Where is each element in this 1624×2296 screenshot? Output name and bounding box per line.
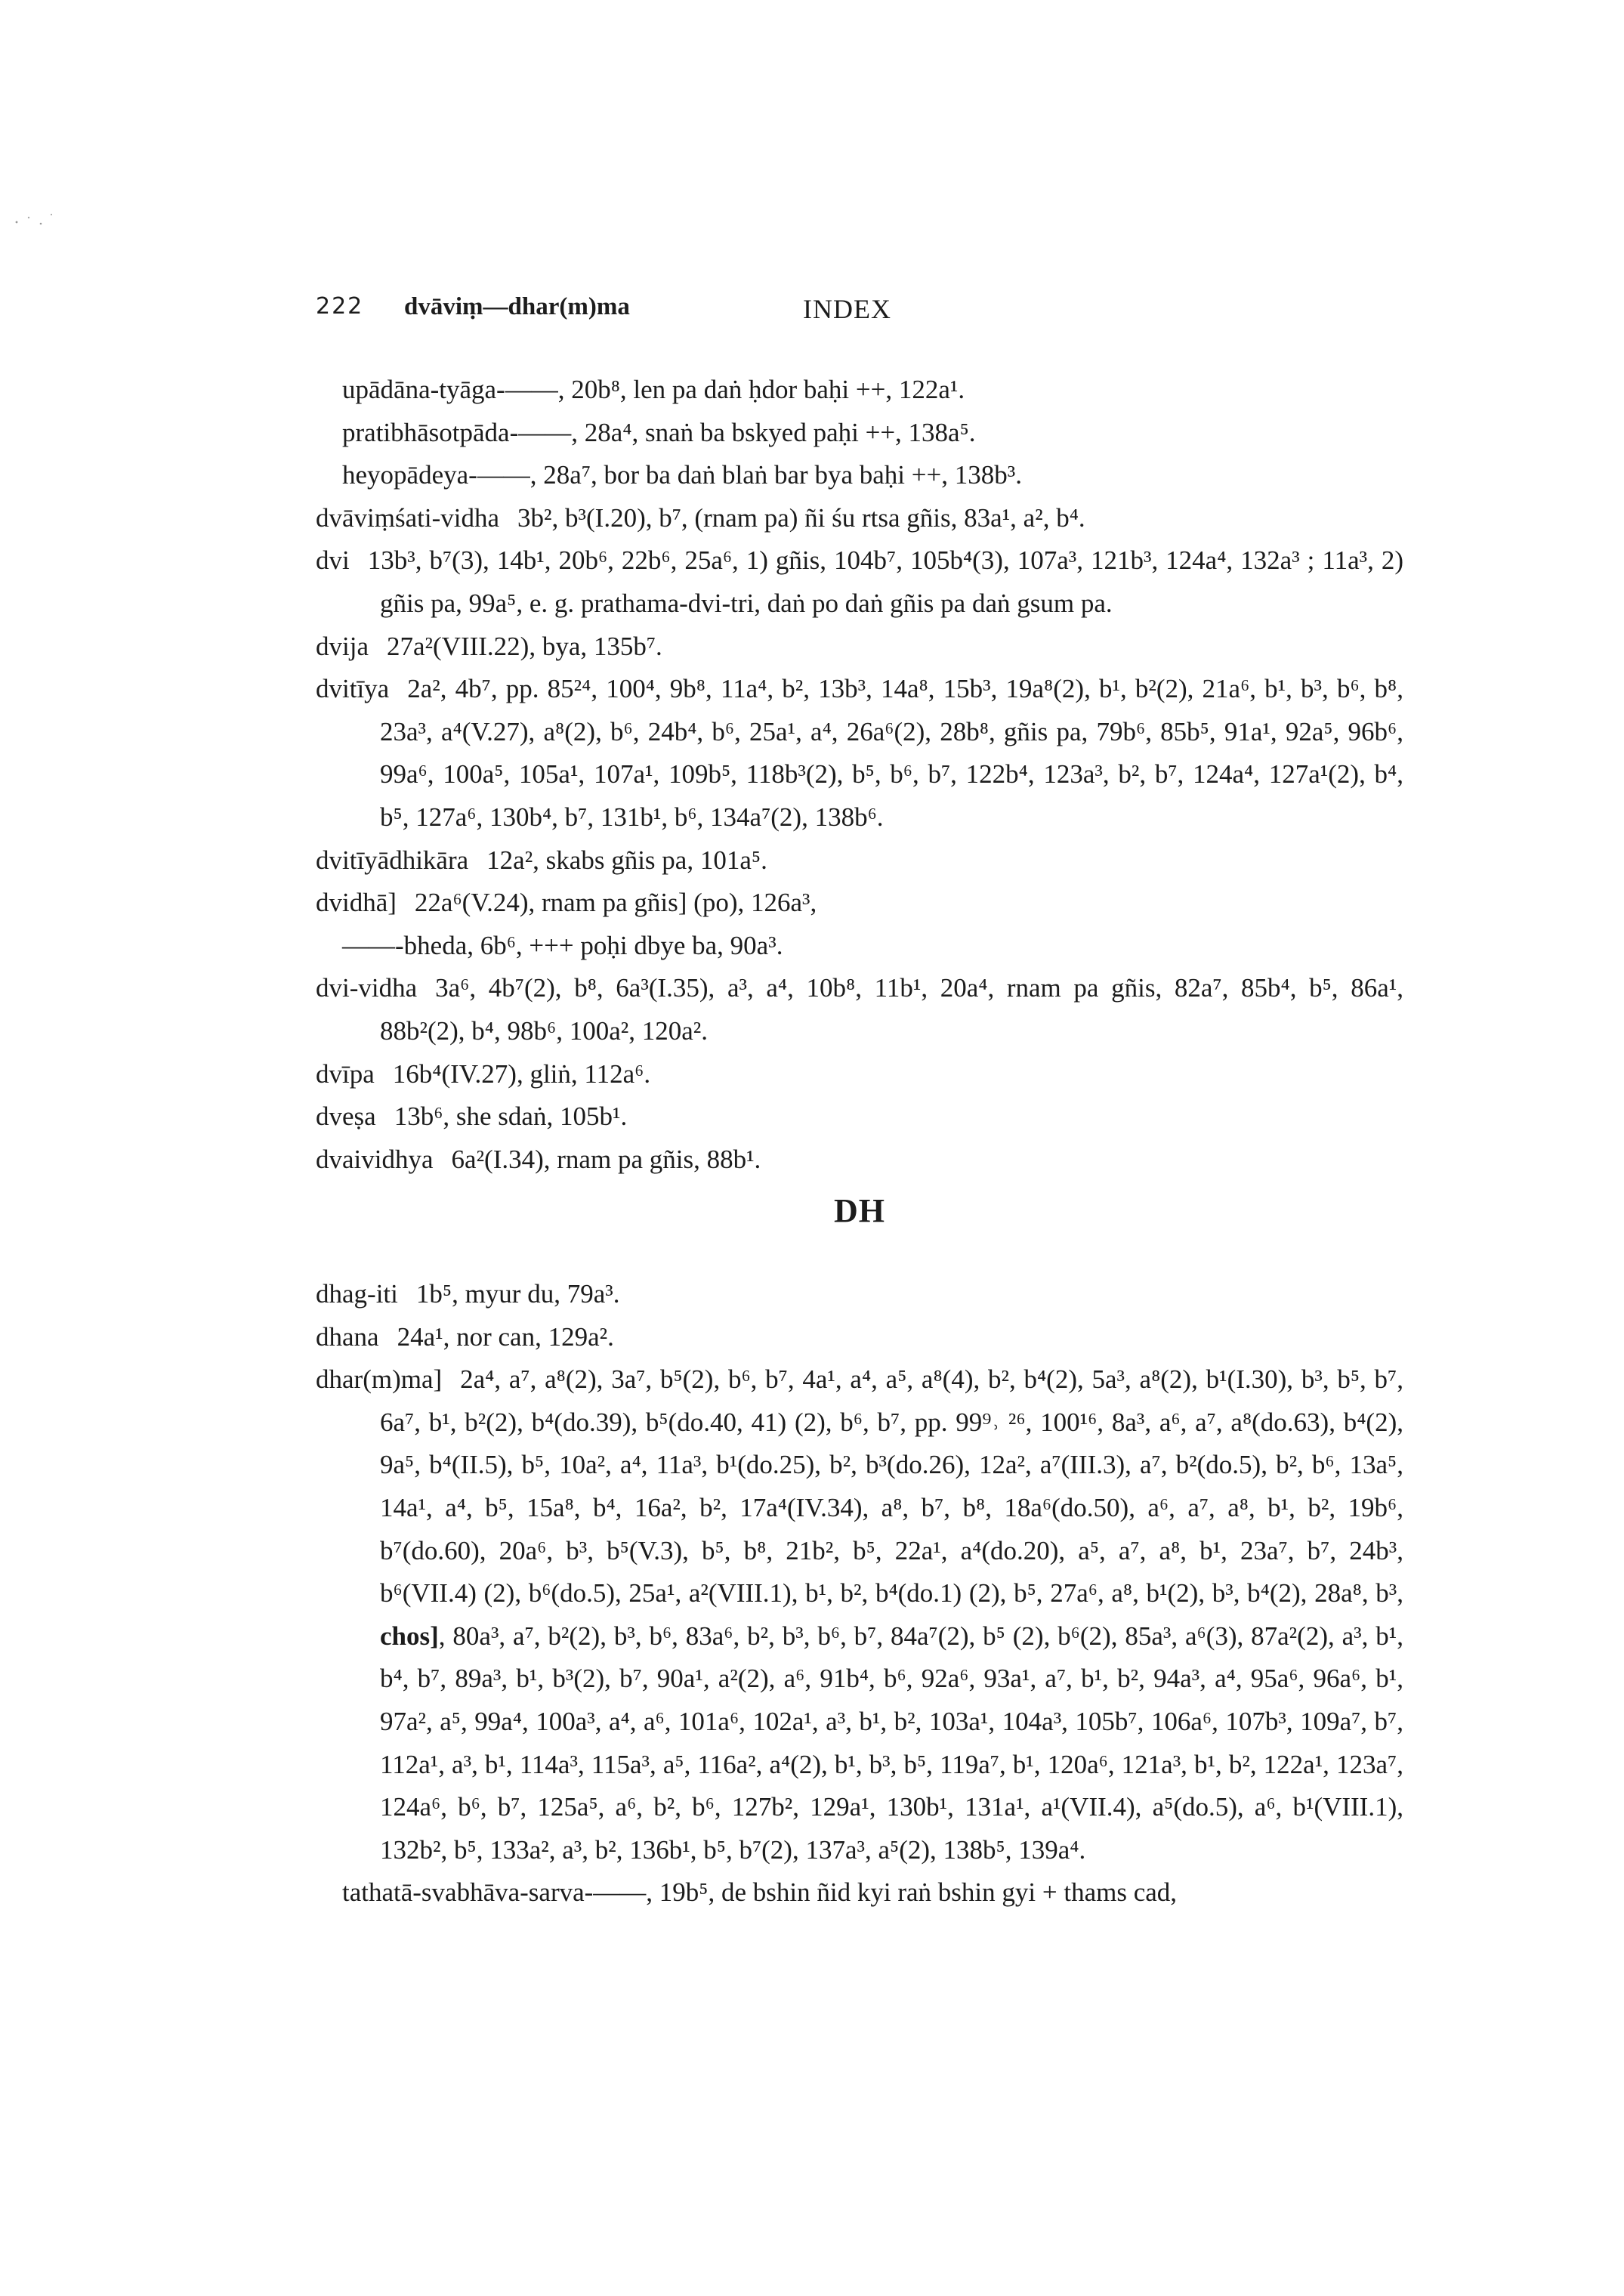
entry-references: 6a²(I.34), rnam pa gñis, 88b¹. bbox=[451, 1144, 761, 1174]
scan-speck bbox=[14, 212, 55, 230]
index-entry bbox=[316, 626, 1403, 669]
entry-headword: dvitīya bbox=[316, 674, 390, 704]
entry-references: 3b², b³(I.20), b⁷, (rnam pa) ñi śu rtsa gñis, 83a¹, a², b⁴. bbox=[517, 502, 1085, 533]
entry-tibetan-bold: chos] bbox=[380, 1621, 439, 1651]
entry-references: 16b⁴(IV.27), gliṅ, 112a⁶. bbox=[392, 1058, 651, 1089]
entry-references: 2a², 4b⁷, pp. 85²⁴, 100⁴, 9b⁸, 11a⁴, b², 13b³, 14a⁸, 15b³, 19a⁸(2), b¹, b²(2), 21a⁶, b¹, b³, b⁶, b⁸, 23a³, a⁴(V.27), a⁸(2), b⁶, 24b⁴, b⁶, 25a¹, a⁴, 26a⁶(2), 28b⁸, gñis pa, 79b⁶, 85b⁵, 91a¹, 92a⁵, 96b⁶, 99a⁶, 100a⁵, 105a¹, 107a¹, 109b⁵, 118b³(2), b⁵, b⁶, b⁷, 122b⁴, 123a³, b², b⁷, 124a⁴, 127a¹(2), b⁴, b⁵, 127a⁶, 130b⁴, b⁷, 131b¹, b⁶, 134a⁷(2), 138b⁶. bbox=[380, 674, 1403, 832]
entry-headword: dhag-iti bbox=[316, 1279, 398, 1309]
entry-headword: dvi bbox=[316, 545, 350, 576]
entry-headword: dhar(m)ma] bbox=[316, 1364, 443, 1395]
entry-references: 1b⁵, myur du, 79a³. bbox=[415, 1279, 620, 1309]
entry-headword: dveṣa bbox=[316, 1102, 376, 1132]
page-number: 222 bbox=[316, 293, 364, 320]
index-subentry bbox=[316, 1871, 1403, 1914]
index-entry bbox=[316, 1139, 1403, 1182]
index-entry bbox=[316, 497, 1403, 540]
entry-headword: dvīpa bbox=[316, 1058, 375, 1089]
index-entry bbox=[316, 1053, 1403, 1096]
index-entry bbox=[316, 1358, 1403, 1871]
entry-references-cont: , 80a³, a⁷, b²(2), b³, b⁶, 83a⁶, b², b³, b⁶, b⁷, 84a⁷(2), b⁵ (2), b⁶(2), 85a³, a⁶(3), 87a²(2), a³, b¹, b⁴, b⁷, 89a³, b¹, b³(2), b⁷, 90a¹, a²(2), a⁶, 91b⁴, b⁶, 92a⁶, 93a¹, a⁷, b¹, b², 94a³, a⁴, 95a⁶, 96a⁶, b¹, 97a², a⁵, 99a⁴, 100a³, a⁴, a⁶, 101a⁶, 102a¹, a³, b¹, b², 103a¹, 104a³, 105b⁷, 106a⁶, 107b³, 109a⁷, b⁷, 112a¹, a³, b¹, 114a³, 115a³, a⁵, 116a², a⁴(2), b¹, b³, b⁵, 119a⁷, b¹, 120a⁶, 121a³, b¹, b², 122a¹, 123a⁷, 124a⁶, b⁶, b⁷, 125a⁵, a⁶, b², b⁶, 127b², 129a¹, 130b¹, 131a¹, a¹(VII.4), a⁵(do.5), a⁶, b¹(VIII.1), 132b², b⁵, 133a², a³, b², 136b¹, b⁵, b⁷(2), 137a³, a⁵(2), 138b⁵, 139a⁴. bbox=[380, 1621, 1403, 1865]
entry-headword: dvāviṃśati-vidha bbox=[316, 502, 500, 533]
entry-headword: dvaividhya bbox=[316, 1144, 434, 1174]
index-entry bbox=[316, 967, 1403, 1052]
index-entry bbox=[316, 539, 1403, 625]
entry-headword: dvija bbox=[316, 631, 369, 661]
entry-references: ——-bheda, 6b⁶, +++ poḥi dbye ba, 90a³. bbox=[342, 930, 783, 960]
index-entry bbox=[316, 1095, 1403, 1139]
index-subentry bbox=[316, 369, 1403, 412]
entry-references: 12a², skabs gñis pa, 101a⁵. bbox=[486, 845, 767, 875]
index-entries-bottom bbox=[316, 1273, 1403, 1914]
index-subentry bbox=[316, 925, 1403, 968]
entry-references: 13b⁶, she sdaṅ, 105b¹. bbox=[394, 1102, 628, 1132]
entry-references: 3a⁶, 4b⁷(2), b⁸, 6a³(I.35), a³, a⁴, 10b⁸, 11b¹, 20a⁴, rnam pa gñis, 82a⁷, 85b⁴, b⁵, 86a¹, 88b²(2), b⁴, 98b⁶, 100a², 120a². bbox=[380, 973, 1403, 1046]
index-subentry bbox=[316, 454, 1403, 497]
entry-references: 27a²(VIII.22), bya, 135b⁷. bbox=[386, 631, 662, 661]
entry-headword: dvidhā] bbox=[316, 888, 397, 918]
entry-references: heyopādeya-——, 28a⁷, bor ba daṅ blaṅ bar bya baḥi ++, 138b³. bbox=[342, 460, 1022, 490]
entry-references: 2a⁴, a⁷, a⁸(2), 3a⁷, b⁵(2), b⁶, b⁷, 4a¹, a⁴, a⁵, a⁸(4), b², b⁴(2), 5a³, a⁸(2), b¹(I.30), b³, b⁵, b⁷, 6a⁷, b¹, b²(2), b⁴(do.39), b⁵(do.40, 41) (2), b⁶, b⁷, pp. 99⁹˒ ²⁶, 100¹⁶, 8a³, a⁶, a⁷, a⁸(do.63), b⁴(2), 9a⁵, b⁴(II.5), b⁵, 10a², a⁴, 11a³, b¹(do.25), b², b³(do.26), 12a², a⁷(III.3), a⁷, b²(do.5), b², b⁶, 13a⁵, 14a¹, a⁴, b⁵, 15a⁸, b⁴, 16a², b², 17a⁴(IV.34), a⁸, b⁷, b⁸, 18a⁶(do.50), a⁶, a⁷, a⁸, b¹, b², 19b⁶, b⁷(do.60), 20a⁶, b³, b⁵(V.3), b⁵, b⁸, 21b², b⁵, 22a¹, a⁴(do.20), a⁵, a⁷, a⁸, b¹, 23a⁷, b⁷, 24b³, b⁶(VII.4) (2), b⁶(do.5), 25a¹, a²(VIII.1), b¹, b², b⁴(do.1) (2), b⁵, 27a⁶, a⁸, b¹(2), b³, b⁴(2), 28a⁸, b³, bbox=[380, 1364, 1403, 1608]
index-entry bbox=[316, 1316, 1403, 1359]
entry-references: 22a⁶(V.24), rnam pa gñis] (po), 126a³, bbox=[414, 888, 817, 918]
index-title: INDEX bbox=[803, 294, 891, 324]
entry-references: tathatā-svabhāva-sarva-——, 19b⁵, de bshin ñid kyi raṅ bshin gyi + thams cad, bbox=[342, 1877, 1178, 1908]
index-entry bbox=[316, 1273, 1403, 1316]
index-entry bbox=[316, 839, 1403, 882]
index-subentry bbox=[316, 412, 1403, 455]
section-heading: DH bbox=[834, 1192, 885, 1229]
entry-references: 13b³, b⁷(3), 14b¹, 20b⁶, 22b⁶, 25a⁶, 1) gñis, 104b⁷, 105b⁴(3), 107a³, 121b³, 124a⁴, 132a³ ; 11a³, 2) gñis pa, 99a⁵, e. g. prathama-dvi-tri, daṅ po daṅ gñis pa daṅ gsum pa. bbox=[367, 545, 1403, 618]
entry-references: upādāna-tyāga-——, 20b⁸, len pa daṅ ḥdor baḥi ++, 122a¹. bbox=[342, 375, 965, 404]
index-entries-top bbox=[316, 369, 1403, 1181]
entry-references: 24a¹, nor can, 129a². bbox=[397, 1321, 614, 1352]
entry-references: pratibhāsotpāda-——, 28a⁴, snaṅ ba bskyed paḥi ++, 138a⁵. bbox=[342, 417, 976, 447]
entry-headword: dvi-vidha bbox=[316, 973, 418, 1003]
entry-headword: dvitīyādhikāra bbox=[316, 845, 469, 875]
entry-headword: dhana bbox=[316, 1321, 379, 1352]
index-entry bbox=[316, 668, 1403, 839]
index-entry bbox=[316, 882, 1403, 925]
running-header bbox=[316, 293, 1449, 331]
entry-range: dvāviṃ—dhar(m)ma bbox=[404, 293, 630, 320]
